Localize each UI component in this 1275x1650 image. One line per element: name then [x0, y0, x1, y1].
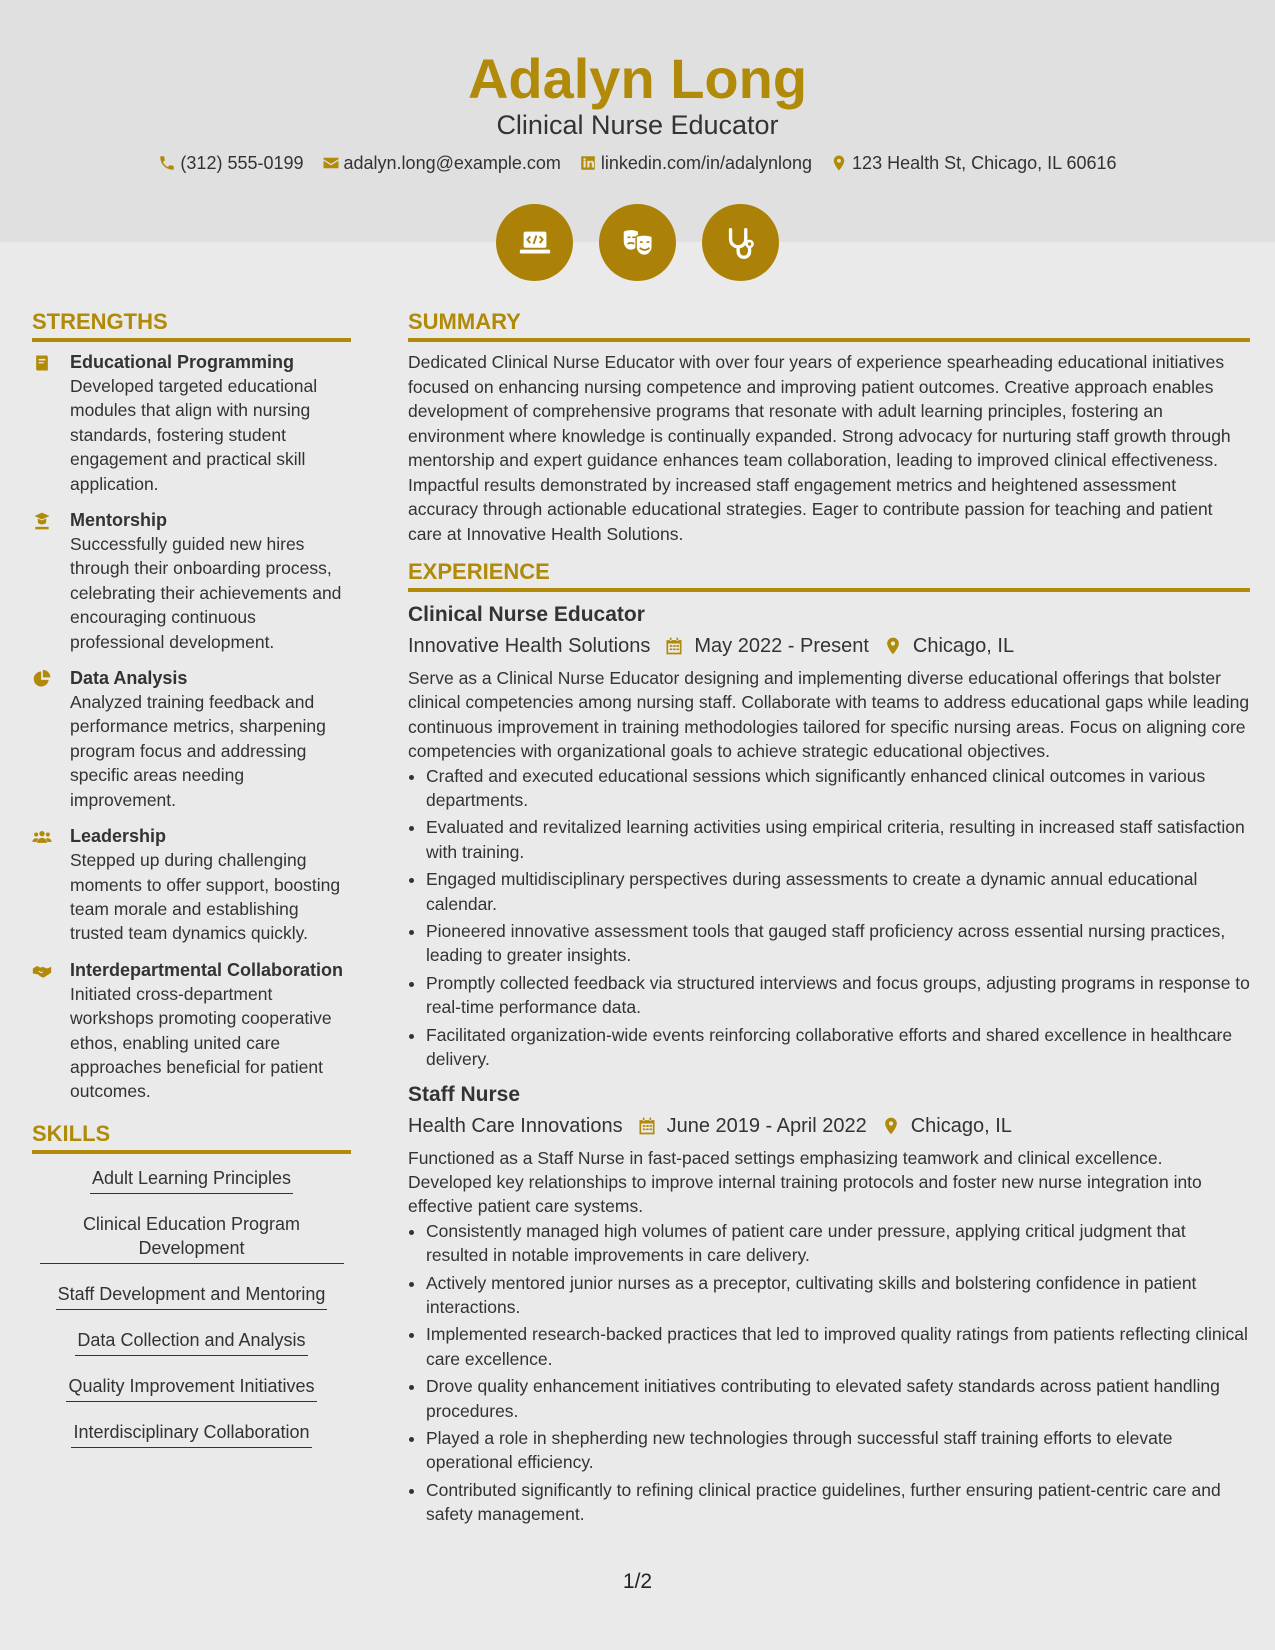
- job-meta: [408, 1110, 1250, 1142]
- envelope-icon: [322, 154, 340, 172]
- pie-chart-icon: [32, 669, 52, 689]
- skill-item: Data Collection and Analysis: [32, 1328, 351, 1356]
- job-location: Chicago, IL: [910, 1114, 1012, 1137]
- job-bullet: • Played a role in shepherding new technologies through successful staff training efforts to elevate operational efficiency.: [426, 1426, 1250, 1475]
- strength-item: [32, 350, 351, 496]
- job-bullet: • Actively mentored junior nurses as a preceptor, cultivating skills and bolstering confidence in patient interactions.: [426, 1271, 1250, 1320]
- contact-email[interactable]: [322, 150, 561, 176]
- job-bullet: • Promptly collected feedback via structured interviews and focus groups, adjusting programs in response to real-time performance data.: [426, 971, 1250, 1020]
- strength-title: Data Analysis: [70, 668, 188, 689]
- job-title: Clinical Nurse Educator: [408, 603, 645, 626]
- map-marker-icon: [881, 1116, 901, 1136]
- skill-item: Adult Learning Principles: [32, 1166, 351, 1194]
- job-bullet: • Pioneered innovative assessment tools that gauged staff proficiency across essential nursing practices, leading to greater insights.: [426, 919, 1250, 968]
- linkedin-icon: [579, 154, 597, 172]
- job-bullet: • Implemented research-backed practices that led to improved quality ratings from patients reflecting clinical care excellence.: [426, 1322, 1250, 1371]
- strength-title: Interdepartmental Collaboration: [70, 959, 344, 980]
- strength-desc: Developed targeted educational modules that align with nursing standards, fostering student engagement and practical skill application.: [70, 376, 318, 494]
- page-number: 1/2: [622, 1570, 653, 1593]
- job-bullet: • Engaged multidisciplinary perspectives during assessments to create a dynamic annual educational calendar.: [426, 867, 1250, 916]
- map-marker-icon: [830, 154, 848, 172]
- job-bullet: • Crafted and executed educational sessions which significantly enhanced clinical outcomes in various departments.: [426, 764, 1250, 813]
- job-dates: May 2022 - Present: [694, 635, 869, 657]
- strength-item: [32, 958, 351, 1104]
- job-company: Health Care Innovations: [408, 1114, 623, 1137]
- summary-text: Dedicated Clinical Nurse Educator with over four years of experience spearheading educational initiatives focused on enhancing nursing competence and improving patient outcomes. Creative approach enables development of comprehensive programs that resonate with adult learning principles, fostering an environment where knowledge is continually expanded. Strong advocacy for nurturing staff growth through mentorship and expert guidance enhances team collaboration, leading to improved clinical effectiveness. Impactful results demonstrated by increased staff engagement metrics and heightened assessment accuracy through actionable educational strategies. Eager to contribute passion for teaching and patient care at Innovative Health Solutions.: [408, 352, 1231, 544]
- badge-stethoscope: [702, 204, 779, 281]
- strength-desc: Stepped up during challenging moments to offer support, boosting team morale and establishing trusted team dynamics quickly.: [70, 850, 341, 944]
- handshake-icon: [32, 961, 52, 981]
- contact-bar: [0, 150, 1275, 176]
- skill-item: Clinical Education Program Development: [32, 1212, 351, 1264]
- theater-masks-icon: [619, 224, 657, 262]
- skills-heading: SKILLS: [32, 1118, 351, 1154]
- job-bullets: [408, 1219, 1250, 1527]
- skill-item: Interdisciplinary Collaboration: [32, 1420, 351, 1448]
- book-icon: [32, 353, 52, 373]
- strength-desc: Initiated cross-department workshops promoting cooperative ethos, enabling united care approaches beneficial for patient outcomes.: [70, 983, 332, 1102]
- job-bullet: • Contributed significantly to refining clinical practice guidelines, further ensuring patient-centric care and safety management.: [426, 1478, 1250, 1527]
- job-company: Innovative Health Solutions: [408, 635, 651, 657]
- skill-item: Quality Improvement Initiatives: [32, 1374, 351, 1402]
- strength-title: Mentorship: [70, 510, 167, 531]
- skills-list: [32, 1166, 351, 1448]
- contact-phone[interactable]: [158, 150, 303, 176]
- laptop-code-icon: [516, 224, 554, 262]
- badge-theater-masks: [599, 204, 676, 281]
- linkedin-text: linkedin.com/in/adalynlong: [600, 153, 813, 173]
- job-title: Staff Nurse: [408, 1082, 521, 1106]
- job-description: Functioned as a Staff Nurse in fast-paced settings emphasizing teamwork and clinical excellence. Developed key relationships to improve internal training protocols and foster new nurse integration into effective patient care systems.: [408, 1147, 1202, 1217]
- skill-item: Staff Development and Mentoring: [32, 1282, 351, 1310]
- calendar-icon: [664, 636, 684, 656]
- summary-heading: SUMMARY: [408, 306, 1250, 342]
- address-text: 123 Health St, Chicago, IL 60616: [852, 153, 1117, 173]
- graduate-icon: [32, 511, 52, 531]
- job-bullet: • Consistently managed high volumes of patient care under pressure, applying critical judgment that resulted in notable improvements in care delivery.: [426, 1219, 1250, 1268]
- right-column: [408, 306, 1250, 1535]
- badge-laptop-code: [496, 204, 573, 281]
- contact-linkedin[interactable]: [579, 150, 812, 176]
- left-column: [32, 306, 351, 1466]
- strength-item: [32, 824, 351, 946]
- phone-text: (312) 555-0199: [180, 153, 304, 173]
- phone-icon: [158, 154, 176, 172]
- job-meta: [408, 630, 1250, 662]
- strength-item: [32, 666, 351, 812]
- job-location: Chicago, IL: [912, 635, 1015, 657]
- job-description: Serve as a Clinical Nurse Educator designing and implementing diverse educational offerings that bolster clinical competencies among nursing staff. Collaborate with teams to address educational gaps while leading continuous improvement in training methodologies tailored for specific nursing areas. Focus on aligning core competencies with organizational goals to achieve strategic educational objectives.: [408, 668, 1250, 762]
- email-text: adalyn.long@example.com: [343, 153, 561, 173]
- strength-title: Educational Programming: [70, 352, 295, 372]
- experience-heading: EXPERIENCE: [408, 556, 1250, 592]
- strength-desc: Successfully guided new hires through their onboarding process, celebrating their achievements and encouraging continuous professional development.: [70, 534, 342, 652]
- users-icon: [32, 827, 52, 847]
- calendar-icon: [637, 1116, 657, 1136]
- job-dates: June 2019 - April 2022: [666, 1114, 867, 1137]
- badge-row: [0, 204, 1275, 281]
- strength-desc: Analyzed training feedback and performance metrics, sharpening program focus and addressing specific areas needing improvement.: [70, 692, 326, 810]
- job-bullets: [408, 764, 1250, 1072]
- strengths-heading: STRENGTHS: [32, 306, 351, 342]
- strength-title: Leadership: [70, 826, 167, 847]
- job-bullet: • Drove quality enhancement initiatives contributing to elevated safety standards across patient handling procedures.: [426, 1374, 1250, 1423]
- job-bullet: • Facilitated organization-wide events reinforcing collaborative efforts and shared excellence in healthcare delivery.: [426, 1023, 1250, 1072]
- job-bullet: • Evaluated and revitalized learning activities using empirical criteria, resulting in increased staff satisfaction with training.: [426, 815, 1250, 864]
- job-entry: [408, 600, 1250, 1072]
- strength-item: [32, 508, 351, 654]
- contact-address: [830, 150, 1117, 176]
- map-marker-icon: [883, 636, 903, 656]
- candidate-name: Adalyn Long: [467, 47, 808, 110]
- stethoscope-icon: [722, 224, 760, 262]
- candidate-title: Clinical Nurse Educator: [496, 110, 779, 140]
- job-entry: [408, 1080, 1250, 1527]
